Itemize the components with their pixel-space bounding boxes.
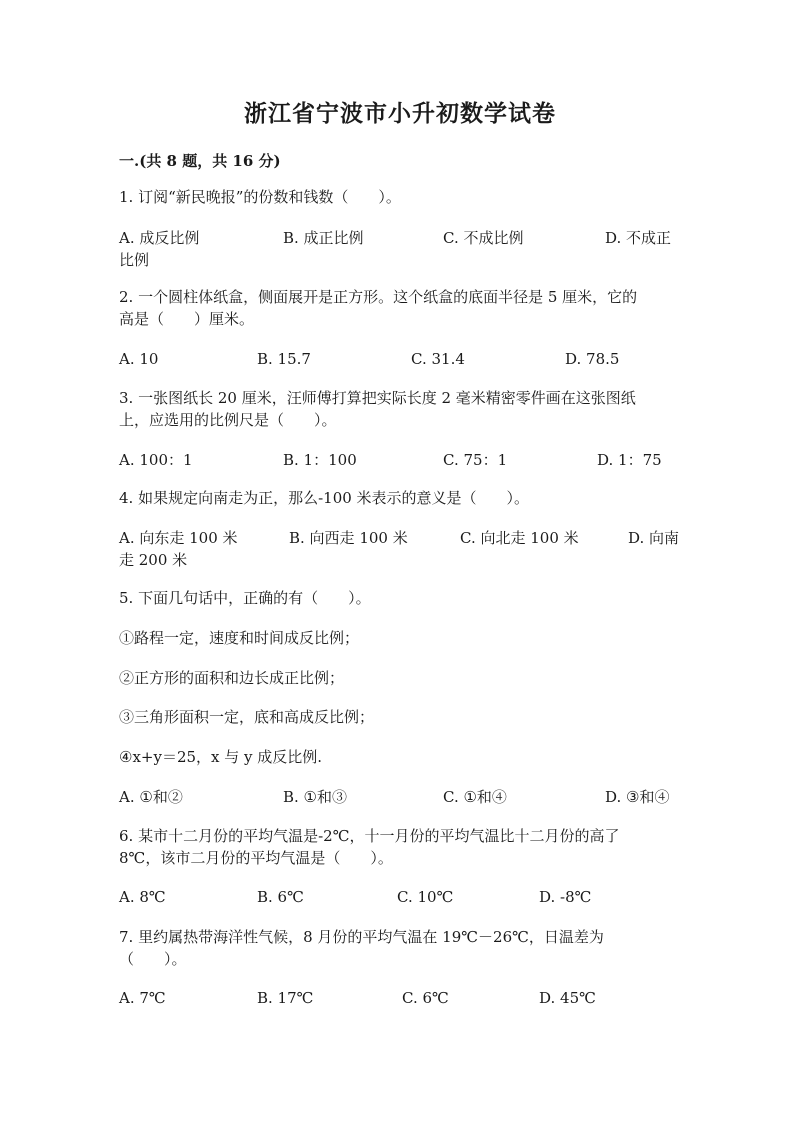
question-5-statement-1: ①路程一定，速度和时间成反比例； [119, 629, 360, 647]
question-3-option-b: B. 1：100 [283, 451, 357, 469]
question-7-option-c: C. 6℃ [402, 989, 449, 1007]
question-5-statement-2: ②正方形的面积和边长成正比例； [119, 669, 345, 687]
question-4-option-b: B. 向西走 100 米 [289, 529, 408, 547]
question-2-option-a: A. 10 [119, 350, 159, 368]
question-1-option-b: B. 成正比例 [283, 229, 364, 247]
question-5-statement-3: ③三角形面积一定，底和高成反比例； [119, 708, 375, 726]
question-6-option-d: D. -8℃ [539, 888, 592, 906]
question-5-text: 5. 下面几句话中，正确的有（ ）。 [119, 589, 371, 607]
question-1-text: 1. 订阅“新民晚报”的份数和钱数（ ）。 [119, 188, 401, 206]
question-7-option-b: B. 17℃ [257, 989, 314, 1007]
question-2-text-line-1: 2. 一个圆柱体纸盒，侧面展开是正方形。这个纸盒的底面半径是 5 厘米，它的 [119, 288, 638, 306]
question-3-option-c: C. 75：1 [443, 451, 508, 469]
question-5-option-b: B. ①和③ [283, 788, 348, 806]
question-6-option-b: B. 6℃ [257, 888, 304, 906]
question-2-option-d: D. 78.5 [565, 350, 620, 368]
question-4-option-d-wrap: 走 200 米 [119, 551, 188, 569]
question-5-option-d: D. ③和④ [605, 788, 670, 806]
question-6-text-line-1: 6. 某市十二月份的平均气温是-2℃，十一月份的平均气温比十二月份的高了 [119, 827, 620, 845]
question-1-option-c: C. 不成比例 [443, 229, 524, 247]
question-3-option-d: D. 1：75 [597, 451, 662, 469]
question-5-option-c: C. ①和④ [443, 788, 507, 806]
question-6-option-a: A. 8℃ [119, 888, 166, 906]
question-3-option-a: A. 100：1 [119, 451, 193, 469]
question-7-text-line-1: 7. 里约属热带海洋性气候，8 月份的平均气温在 19℃－26℃，日温差为 [119, 928, 604, 946]
question-6-option-c: C. 10℃ [397, 888, 454, 906]
question-3-text-line-2: 上，应选用的比例尺是（ ）。 [119, 411, 337, 429]
question-7-text-line-2: （ ）。 [119, 950, 187, 968]
question-7-option-a: A. 7℃ [119, 989, 166, 1007]
question-5-statement-4: ④x+y＝25，x 与 y 成反比例. [119, 748, 323, 766]
question-4-text: 4. 如果规定向南走为正，那么-100 米表示的意义是（ ）。 [119, 489, 530, 507]
question-6-text-line-2: 8℃，该市二月份的平均气温是（ ）。 [119, 849, 393, 867]
question-4-option-c: C. 向北走 100 米 [460, 529, 579, 547]
question-7-option-d: D. 45℃ [539, 989, 596, 1007]
question-3-text-line-1: 3. 一张图纸长 20 厘米，汪师傅打算把实际长度 2 毫米精密零件画在这张图纸 [119, 389, 636, 407]
question-1-option-a: A. 成反比例 [119, 229, 200, 247]
question-1-option-d: D. 不成正 [605, 229, 672, 247]
section-header: 一.(共 8 题，共 16 分) [119, 152, 281, 170]
question-5-option-a: A. ①和② [119, 788, 183, 806]
question-2-option-c: C. 31.4 [411, 350, 465, 368]
question-4-option-d: D. 向南 [628, 529, 680, 547]
question-2-text-line-2: 高是（ ）厘米。 [119, 310, 255, 328]
question-1-option-d-wrap: 比例 [119, 251, 150, 269]
question-4-option-a: A. 向东走 100 米 [119, 529, 238, 547]
question-2-option-b: B. 15.7 [257, 350, 311, 368]
exam-title: 浙江省宁波市小升初数学试卷 [244, 100, 556, 127]
